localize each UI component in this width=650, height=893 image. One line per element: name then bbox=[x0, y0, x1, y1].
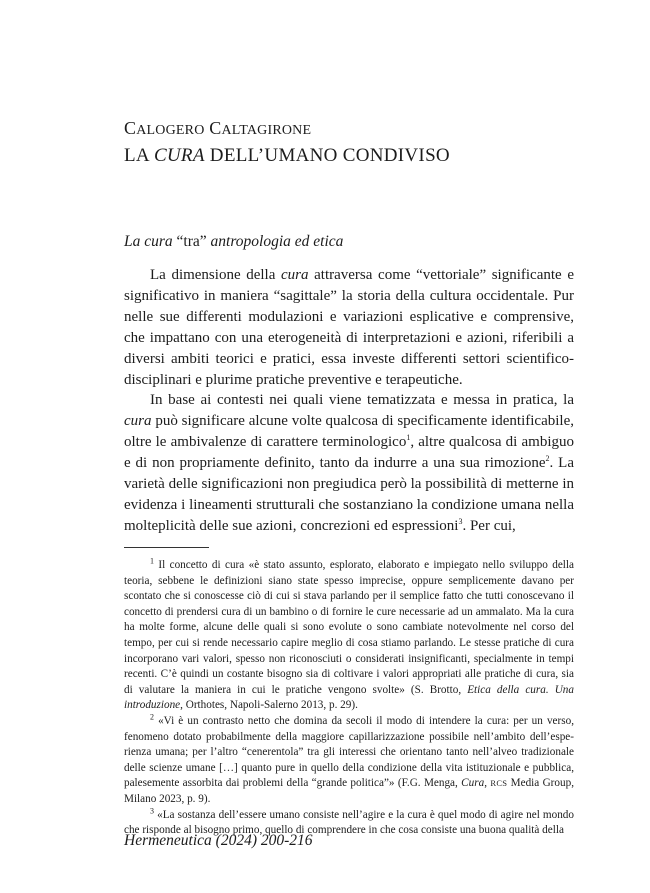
footnote-1-text-b: , Orthotes, Napoli-Salerno 2013, p. 29). bbox=[180, 699, 358, 712]
footnote-1 bbox=[124, 558, 574, 714]
p2-text-e: . Per cui, bbox=[462, 517, 516, 534]
footnote-2-italic-title: Cura bbox=[461, 777, 485, 790]
article-title bbox=[124, 145, 450, 167]
p1-italic-cura: cura bbox=[281, 267, 309, 283]
body-text bbox=[124, 265, 574, 537]
footnote-2-text-c: Media Group, Milano 2023, p. 9). bbox=[124, 777, 574, 805]
footnote-ref-3: 3 bbox=[458, 516, 463, 526]
title-prefix: LA bbox=[124, 145, 154, 166]
p2-text-d: . La varietà delle significazioni non pregiudica però la possibilità di metterne in evidenza i lineamenti strutturali che sostanziano la condizione umana nella molteplicità delle sue azioni, concrezioni ed espressioni bbox=[124, 455, 574, 534]
author-last-initial: C bbox=[209, 118, 222, 138]
footnote-1-italic-title: Etica della cura. Una introduzione bbox=[124, 683, 574, 712]
footnote-2-publisher-smallcaps: RCS bbox=[490, 778, 508, 789]
footnote-1-number: 1 bbox=[150, 556, 154, 566]
footnote-2-number: 2 bbox=[150, 712, 154, 722]
footnotes bbox=[124, 558, 574, 839]
footnote-ref-2: 2 bbox=[545, 454, 550, 464]
paragraph-2 bbox=[124, 390, 574, 536]
footnote-3-number: 3 bbox=[150, 805, 154, 815]
footnote-2-text-a: «Vi è un contrasto netto che domina da secoli il modo di intendere la cura: per un verso, fenomeno dotato probabilmente della maggiore capillarizzazione possibile nell’ambito dell’esperienza umana; per l’altro “cenerentola” tra gli interessi che orientano tanto nell’alveo tradizionale delle scienze umane […] quanto pure in quello della condizione della vita istituzionale e pubblica, palesemente assorbita dai problemi della “grande politica”» (F.G. Menga, bbox=[124, 714, 574, 790]
journal-citation: Hermeneutica (2024) 200-216 bbox=[124, 832, 313, 849]
author-first-rest: ALOGERO bbox=[136, 123, 205, 138]
section-heading-start: La cura bbox=[124, 233, 177, 250]
p2-italic-cura: cura bbox=[124, 413, 152, 430]
footnote-2-text-b: , bbox=[484, 777, 491, 790]
p2-text-b: può significare alcune volte qualcosa di specificamente identificabile, oltre le ambivalenze di carattere terminologico bbox=[124, 413, 574, 451]
paragraph-1 bbox=[124, 265, 574, 390]
footnote-2 bbox=[124, 714, 574, 808]
section-heading bbox=[124, 233, 343, 251]
title-italic-word: CURA bbox=[153, 145, 205, 166]
section-heading-quote: “tra” bbox=[176, 233, 207, 250]
section-heading-end: antropologia ed etica bbox=[206, 233, 344, 250]
p1-text-b: attraversa come “vettoriale” significante e significativo in maniera “sagittale” la storia della cultura occidentale. Pur nelle sue differenti modulazioni e variazioni esplicative e comprensive, che impattano con una eterogeneità di interpretazioni e azioni, riferibili a diversi ambiti teorici e pratici, essa investe differenti settori scientifico-disciplinari e plurime pratiche preventive e terapeutiche. bbox=[124, 267, 574, 388]
p2-text-c: , altre qualcosa di ambiguo e di non propriamente definito, tanto da indurre a una sua rimozione bbox=[124, 434, 574, 472]
footnote-3-text: «La sostanza dell’essere umano consiste nell’agire e la cura è quel modo di agire nel mondo che risponde al bisogno primo, quello di comprendere in che cosa consiste una buona qualità della bbox=[124, 808, 574, 837]
footnote-1-text-a: Il concetto di cura «è stato assunto, esplorato, elaborato e impiegato nello sviluppo della teoria, sebbene le definizioni siano state spesso imprecise, oppure semplicemente davano per scontato che si conoscesse ciò di cui si stava parlando per il semplice fatto che tutti conoscevano il concetto di prendersi cura di un bambino o di fornire le cure necessarie ad un ammalato. Ma la cura ha molte forme, alcune delle quali si sono evolute o sono cambiate notevolmente nel corso del tempo, per cui si rende necessario capire meglio di cosa stiamo parlando. Le stesse pratiche di cura incorporano vari valori, spesso non riconosciuti o considerati insignificanti, specialmente in tempi recenti. C’è quindi un costante bisogno sia di coltivare i valori appropriati alle pratiche di cura, sia di valutare la maniera in cui le pratiche vengono svolte» (S. Brotto, bbox=[124, 559, 574, 696]
footnote-ref-1: 1 bbox=[406, 433, 411, 443]
p1-text-a: La dimensione della bbox=[150, 267, 281, 283]
author-first-initial: C bbox=[124, 118, 137, 138]
author-name bbox=[124, 118, 311, 139]
footnote-separator bbox=[124, 547, 209, 548]
p2-text-a: In base ai contesti nei quali viene tematizzata e messa in pratica, la bbox=[150, 392, 574, 409]
title-suffix: DELL’UMANO CONDIVISO bbox=[204, 145, 450, 166]
author-last-rest: ALTAGIRONE bbox=[221, 123, 312, 138]
